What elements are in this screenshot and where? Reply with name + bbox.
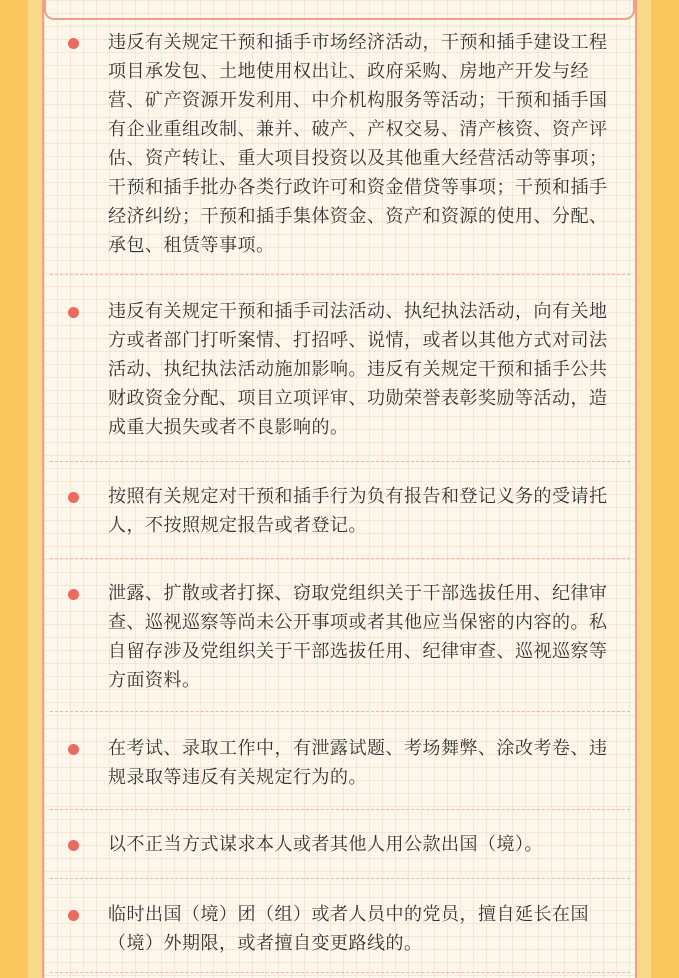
bullet-dot-icon: [68, 38, 79, 49]
bullet-dot-icon: [68, 589, 79, 600]
list-item-text: 违反有关规定干预和插手市场经济活动，干预和插手建设工程项目承发包、土地使用权出让、政府采购、房地产开发与经营、矿产资源开发利用、中介机构服务等活动；干预和插手国有企业重组改制、兼并、破产、产权交易、清产核资、资产评估、资产转让、重大项目投资以及其他重大经营活动等事项；干预和插手批办各类行政许可和资金借贷等事项；干预和插手经济纠纷；干预和插手集体资金、资产和资源的使用、分配、承包、租赁等事项。: [108, 32, 608, 256]
list-item-text: 违反有关规定干预和插手司法活动、执纪执法活动，向有关地方或者部门打听案情、打招呼、说情，或者以其他方式对司法活动、执纪执法活动施加影响。违反有关规定干预和插手公共财政资金分配、项目立项评审、功勋荣誉表彰奖励等活动，造成重大损失或者不良影响的。: [108, 301, 608, 438]
frame-right-stripe: [637, 0, 651, 978]
list-item-text: 临时出国（境）团（组）或者人员中的党员，擅自延长在国（境）外期限，或者擅自变更路线的。: [108, 904, 589, 954]
bullet-dot-icon: [68, 910, 79, 921]
list-item-text: 按照有关规定对干预和插手行为负有报告和登记义务的受请托人，不按照规定报告或者登记。: [108, 486, 608, 536]
list-item-text: 在考试、录取工作中，有泄露试题、考场舞弊、涂改考卷、违规录取等违反有关规定行为的。: [108, 738, 608, 788]
bullet-dot-icon: [68, 840, 79, 851]
dashed-divider: [50, 878, 630, 879]
dashed-divider: [50, 461, 630, 462]
paper-top-edge: [44, 0, 635, 20]
list-item-text: 以不正当方式谋求本人或者其他人用公款出国（境）。: [108, 834, 543, 855]
dashed-divider: [50, 809, 630, 810]
dashed-divider: [50, 274, 630, 275]
bullet-dot-icon: [68, 744, 79, 755]
dashed-divider: [50, 711, 630, 712]
bullet-dot-icon: [68, 307, 79, 318]
list-item-text: 泄露、扩散或者打探、窃取党组织关于干部选拔任用、纪律审查、巡视巡察等尚未公开事项或者其他应当保密的内容的。私自留存涉及党组织关于干部选拔任用、纪律审查、巡视巡察等方面资料。: [108, 583, 608, 691]
dashed-divider: [50, 972, 630, 973]
dashed-divider: [50, 558, 630, 559]
frame-left-stripe: [28, 0, 42, 978]
bullet-dot-icon: [68, 492, 79, 503]
